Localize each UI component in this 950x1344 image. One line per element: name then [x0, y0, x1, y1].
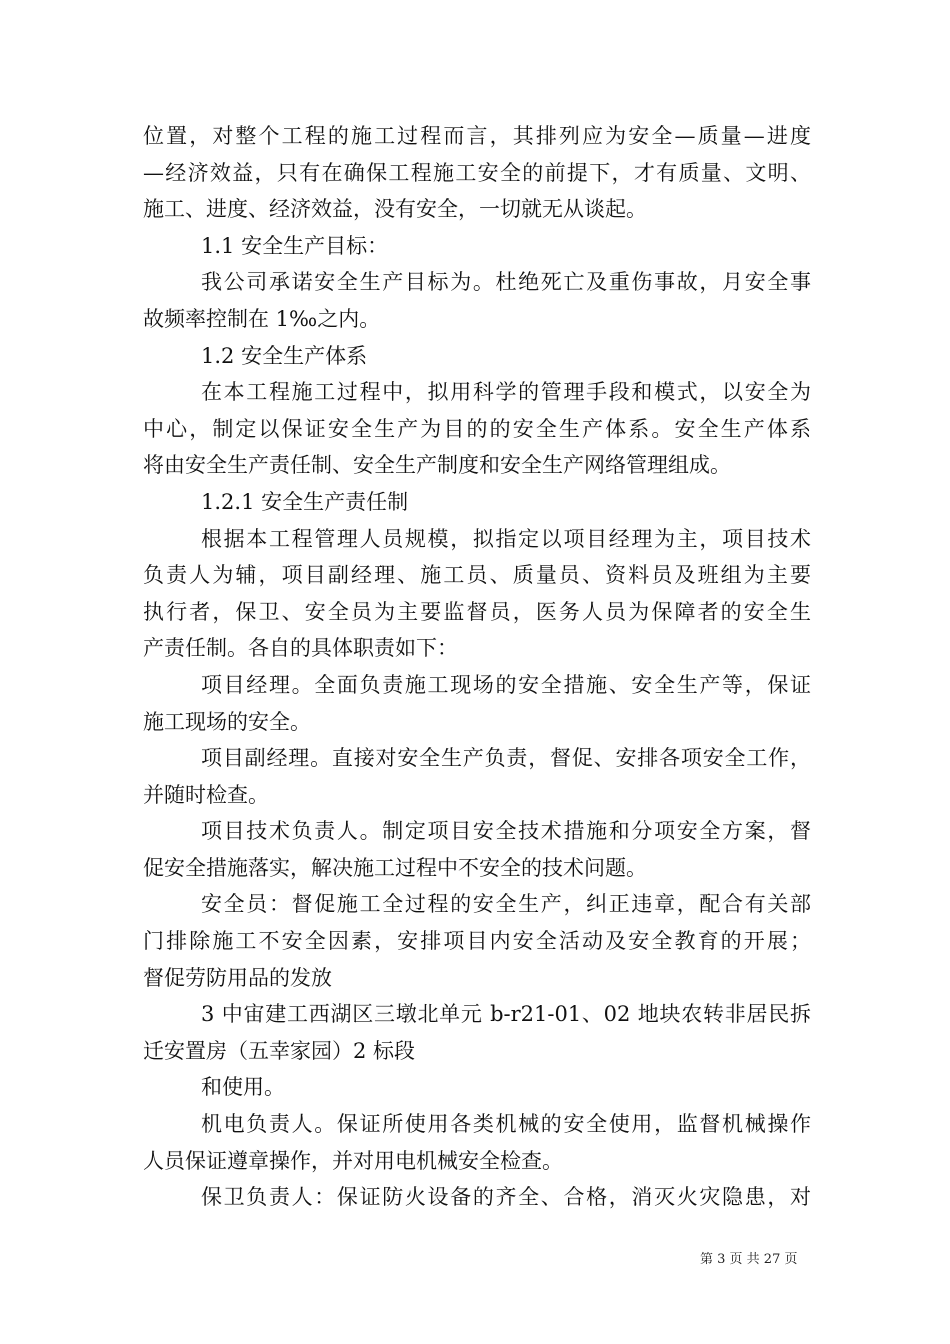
section-heading-1-1: 1.1 安全生产目标： [201, 233, 389, 258]
body-line-16: 项目经理。全面负责施工现场的安全措施、安全生产等，保证 [201, 672, 811, 697]
body-line-10: 将由安全生产责任制、安全生产制度和安全生产网络管理组成。 [143, 453, 731, 478]
body-line-28: 机电负责人。保证所使用各类机械的安全使用，监督机械操作 [201, 1112, 811, 1137]
body-line-23: 门排除施工不安全因素，安排项目内安全活动及安全教育的开展； [143, 929, 811, 954]
body-line-24: 督促劳防用品的发放 [143, 965, 332, 990]
body-line-2: —经济效益，只有在确保工程施工安全的前提下，才有质量、文明、 [143, 160, 811, 185]
body-line-27: 和使用。 [201, 1075, 285, 1100]
body-line-3: 施工、进度、经济效益，没有安全，一切就无从谈起。 [143, 197, 647, 222]
body-line-17: 施工现场的安全。 [143, 709, 311, 734]
body-line-30: 保卫负责人：保证防火设备的齐全、合格，消灭火灾隐患，对 [201, 1185, 811, 1210]
body-line-25: 3 中宙建工西湖区三墩北单元 b-r21-01、02 地块农转非居民拆 [201, 1002, 811, 1027]
body-line-29: 人员保证遵章操作，并对用电机械安全检查。 [143, 1148, 563, 1173]
body-line-13: 负责人为辅，项目副经理、施工员、质量员、资料员及班组为主要 [143, 563, 811, 588]
section-heading-1-2: 1.2 安全生产体系 [201, 343, 368, 368]
body-line-8: 在本工程施工过程中，拟用科学的管理手段和模式，以安全为 [201, 380, 811, 405]
body-line-21: 促安全措施落实，解决施工过程中不安全的技术问题。 [143, 855, 647, 880]
body-line-5: 我公司承诺安全生产目标为。杜绝死亡及重伤事故，月安全事 [201, 270, 811, 295]
body-line-6: 故频率控制在 1‰之内。 [143, 306, 381, 331]
document-body [143, 118, 811, 1216]
body-line-22: 安全员：督促施工全过程的安全生产，纠正违章，配合有关部 [201, 892, 811, 917]
body-line-9: 中心，制定以保证安全生产为目的的安全生产体系。安全生产体系 [143, 416, 811, 441]
page-number-footer: 第 3 页 共 27 页 [700, 1252, 798, 1267]
body-line-20: 项目技术负责人。制定项目安全技术措施和分项安全方案，督 [201, 819, 811, 844]
body-line-18: 项目副经理。直接对安全生产负责，督促、安排各项安全工作， [201, 746, 811, 771]
section-heading-1-2-1: 1.2.1 安全生产责任制 [201, 489, 409, 514]
body-line-15: 产责任制。各自的具体职责如下： [143, 636, 458, 661]
body-line-19: 并随时检查。 [143, 782, 269, 807]
body-line-26: 迁安置房（五幸家园）2 标段 [143, 1038, 416, 1063]
body-line-1: 位置，对整个工程的施工过程而言，其排列应为安全—质量—进度 [143, 124, 811, 148]
body-line-12: 根据本工程管理人员规模，拟指定以项目经理为主，项目技术 [201, 526, 811, 551]
body-line-14: 执行者，保卫、安全员为主要监督员，医务人员为保障者的安全生 [143, 599, 811, 624]
